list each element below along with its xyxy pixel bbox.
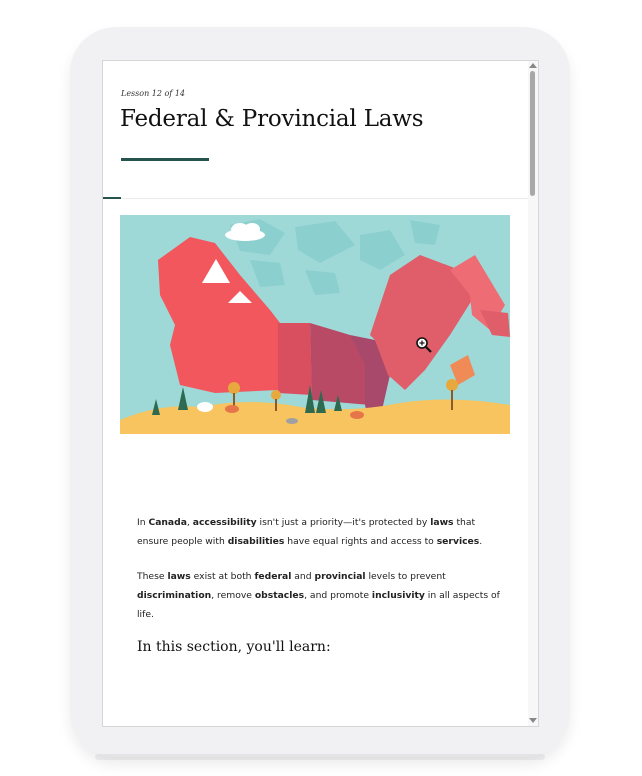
text-segment: . (479, 536, 483, 547)
emphasized-term: Canada (148, 517, 187, 528)
text-segment: , remove (211, 590, 255, 601)
text-segment: levels to prevent (365, 571, 446, 582)
emphasized-term: services (436, 536, 480, 547)
scroll-up-arrow-icon[interactable] (529, 63, 537, 68)
scroll-down-arrow-icon[interactable] (529, 718, 537, 723)
text-segment: In (137, 517, 149, 528)
lesson-progress-indicator (103, 197, 121, 199)
animal-icon (197, 402, 213, 412)
emphasized-term: laws (167, 571, 191, 582)
scrollbar[interactable] (528, 61, 538, 726)
section-heading: In this section, you'll learn: (137, 639, 331, 655)
text-segment: have equal rights and access to (284, 536, 437, 547)
text-segment: in all aspects of life. (137, 590, 500, 620)
lesson-body (137, 513, 507, 640)
map-prairies (278, 323, 312, 395)
text-segment: isn't just a priority—it's protected by (256, 517, 431, 528)
lesson-counter: Lesson 12 of 14 (121, 89, 185, 98)
text-segment: that ensure people with (137, 517, 476, 547)
emphasized-term: disabilities (227, 536, 285, 547)
tablet-shadow (95, 754, 545, 760)
emphasized-term: obstacles (254, 590, 305, 601)
lesson-header (103, 61, 528, 199)
canada-map-image[interactable] (120, 215, 510, 434)
emphasized-term: provincial (314, 571, 366, 582)
emphasized-term: discrimination (137, 590, 212, 601)
animal-icon (286, 418, 298, 424)
emphasized-term: laws (430, 517, 454, 528)
emphasized-term: inclusivity (371, 590, 425, 601)
scroll-thumb[interactable] (530, 71, 535, 196)
text-segment: exist at both (190, 571, 255, 582)
intro-paragraph-1 (137, 513, 507, 551)
title-underline (121, 158, 209, 161)
page-title: Federal & Provincial Laws (120, 106, 424, 132)
text-segment: and (291, 571, 315, 582)
text-segment: , and promote (304, 590, 372, 601)
text-segment: These (137, 571, 168, 582)
animal-icon (225, 405, 239, 413)
emphasized-term: accessibility (192, 517, 257, 528)
animal-icon (350, 411, 364, 419)
text-segment: , (186, 517, 193, 528)
emphasized-term: federal (254, 571, 292, 582)
lesson-viewport (102, 60, 539, 727)
intro-paragraph-2 (137, 567, 507, 624)
